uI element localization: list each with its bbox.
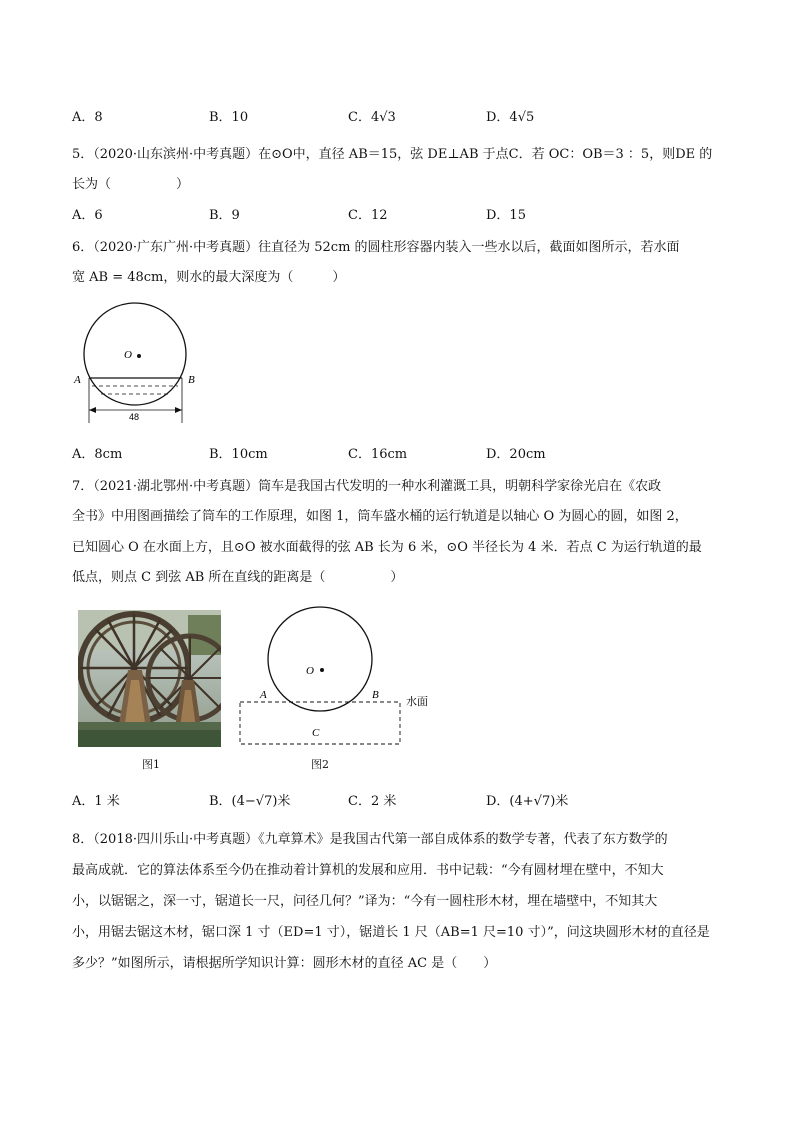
figure-1-caption: 图1 (142, 758, 160, 771)
q6-stem-line1: 6．（2020·广东广州·中考真题）往直径为 52cm 的圆柱形容器内装入一些水以后，截面如图所示，若水面 (72, 240, 680, 255)
q8-stem-line3: 小，以锯锯之，深一寸，锯道长一尺，问径几何？”译为：“今有一圆柱形木材，埋在墙壁中，不知其大 (72, 894, 658, 909)
q6-label-width: 48 (129, 412, 140, 422)
q6-dimension-arrow (89, 407, 96, 413)
q8-stem-line4: 小，用锯去锯这木材，锯口深 1 寸（ED=1 寸），锯道长 1 尺（AB=1 尺=10 寸）”，问这块圆形木材的直径是 (72, 925, 710, 940)
q5-stem-line1: 5．（2020·山东滨州·中考真题）在⊙O中，直径 AB＝15，弦 DE⊥AB 于点C．若 OC：OB＝3 ：5，则DE 的 (72, 147, 713, 162)
q7-option-c: C．2 米 (348, 794, 397, 809)
q6-option-b: B．10cm (209, 447, 268, 462)
q7-water-rect (240, 702, 400, 744)
q7-center-dot (320, 668, 324, 672)
q6-option-d: D．20cm (486, 447, 546, 462)
q7-option-d: D．(4+√7)米 (486, 794, 569, 809)
q8-stem-line2: 最高成就．它的算法体系至今仍在推动着计算机的发展和应用．书中记载：“今有圆材埋在壁中，不知大 (72, 863, 664, 878)
q7-stem-line2: 全书》中用图画描绘了筒车的工作原理，如图 1，筒车盛水桶的运行轨道是以轴心 O 为圆心的圆，如图 2， (72, 509, 688, 524)
q5-option-d: D．15 (486, 208, 526, 223)
q5-options (72, 206, 722, 226)
q7-circle (268, 607, 372, 711)
q6-options (72, 445, 722, 465)
q7-figure-2 (230, 598, 440, 753)
q5-option-b: B．9 (209, 208, 240, 223)
water-wheel-photo (78, 610, 221, 747)
q7-options (72, 792, 722, 812)
q7-stem-line4: 低点，则点 C 到弦 AB 所在直线的距离是（ ） (72, 570, 404, 585)
q4-option-d: D．4√5 (486, 110, 535, 125)
q6-circle-figure (66, 298, 216, 433)
q7-option-b: B．(4−√7)米 (209, 794, 291, 809)
q7-stem-line3: 已知圆心 O 在水面上方，且⊙O 被水面截得的弦 AB 长为 6 米，⊙O 半径长为 4 米．若点 C 为运行轨道的最 (72, 540, 702, 555)
q7-label-b: B (372, 689, 379, 701)
q7-label-c: C (312, 727, 320, 739)
q7-option-a: A．1 米 (72, 794, 120, 809)
q4-option-c: C．4√3 (348, 110, 396, 125)
q7-label-a: A (260, 689, 267, 701)
q5-option-a: A．6 (72, 208, 103, 223)
q4-options (72, 108, 722, 128)
q6-option-c: C．16cm (348, 447, 408, 462)
q6-dimension-arrow (175, 407, 182, 413)
q6-center-dot (137, 354, 141, 358)
q7-label-o: O (306, 665, 314, 677)
q8-stem-line5: 多少？”如图所示，请根据所学知识计算：圆形木材的直径 AC 是（ ） (72, 956, 497, 971)
q4-option-b: B．10 (209, 110, 249, 125)
q6-label-a: A (74, 374, 81, 386)
q7-stem-line1: 7．（2021·湖北鄂州·中考真题）筒车是我国古代发明的一种水利灌溉工具，明朝科学家徐光启在《农政 (72, 479, 662, 494)
q6-label-b: B (188, 374, 195, 386)
q5-stem-line2: 长为（ ） (72, 177, 190, 192)
q7-label-water: 水面 (406, 695, 428, 708)
q4-option-a: A．8 (72, 110, 103, 125)
q6-option-a: A．8cm (72, 447, 123, 462)
q6-circle (84, 303, 186, 405)
water-wheel-illustration (78, 610, 221, 747)
q8-stem-line1: 8．（2018·四川乐山·中考真题）《九章算术》是我国古代第一部自成体系的数学专著，代表了东方数学的 (72, 832, 668, 847)
figure-2-caption: 图2 (311, 758, 329, 771)
q6-stem-line2: 宽 AB = 48cm，则水的最大深度为（ ） (72, 270, 346, 285)
q5-option-c: C．12 (348, 208, 388, 223)
q6-label-o: O (124, 349, 132, 361)
